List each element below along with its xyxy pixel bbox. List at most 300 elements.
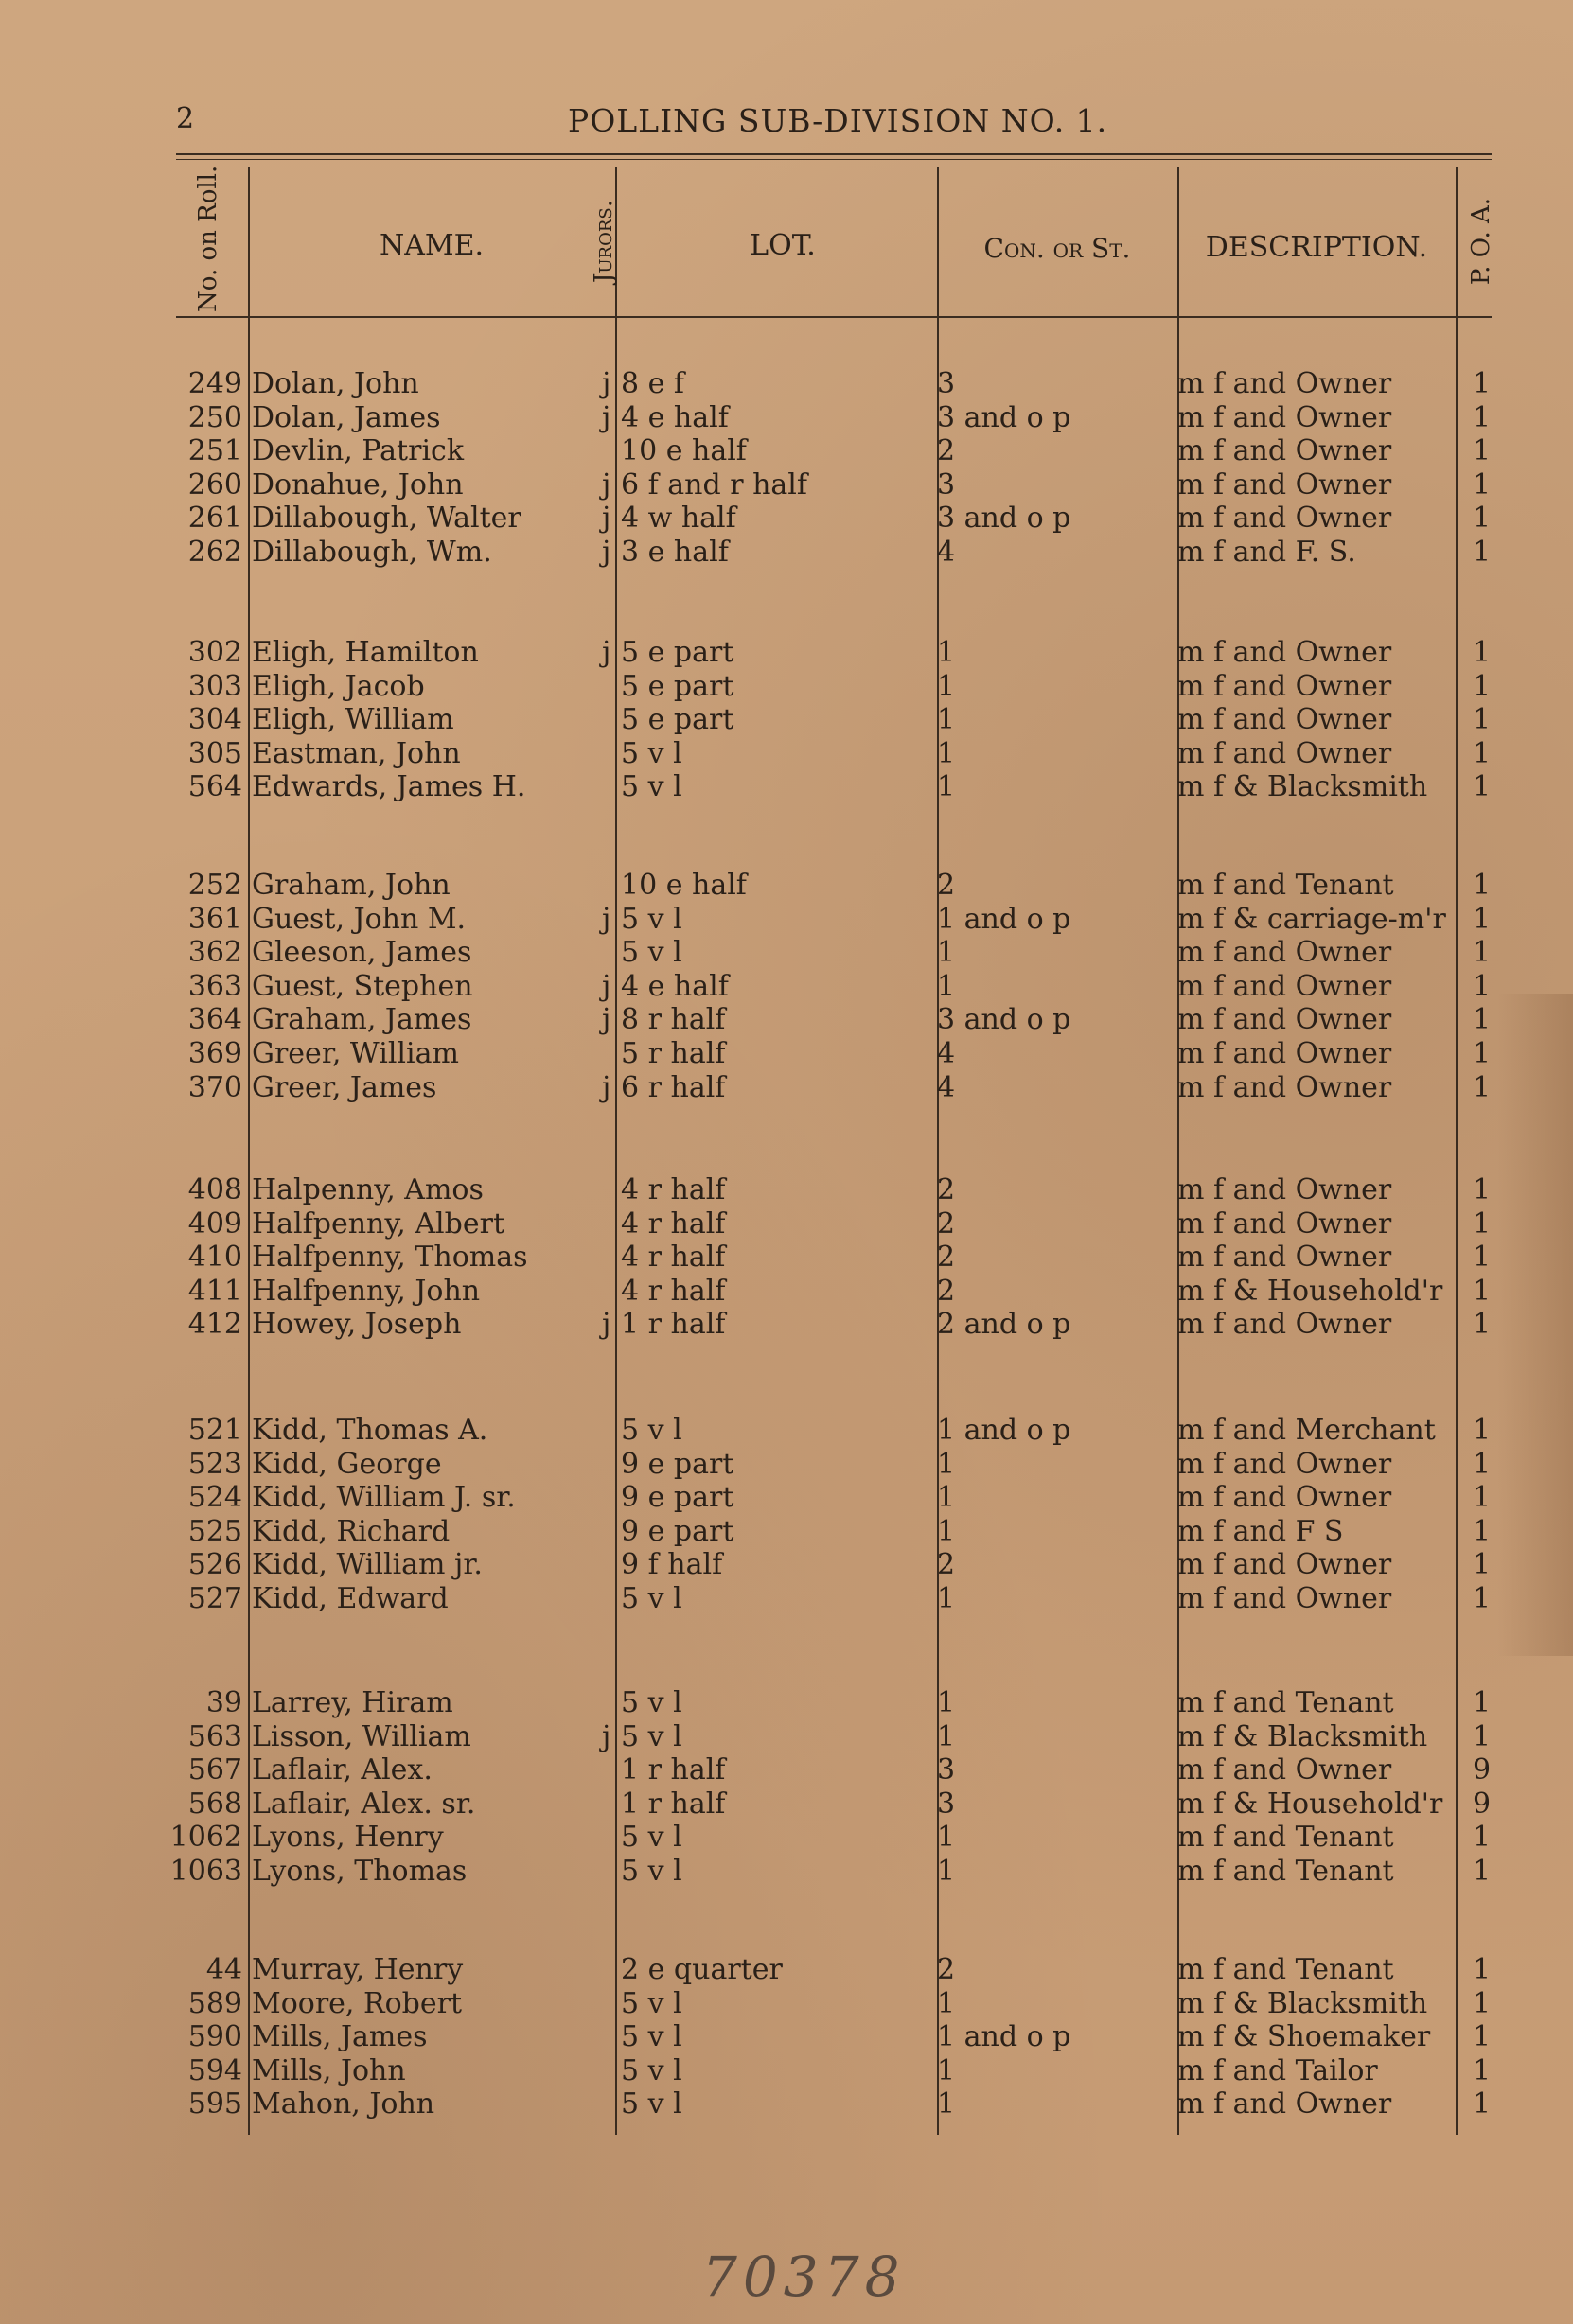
concession-value: 4: [937, 536, 956, 569]
roll-number: 260: [187, 467, 242, 502]
voter-name: Guest, Stephen: [252, 969, 473, 1003]
header-po: P. O. A.: [1467, 197, 1495, 286]
concession-value: 1: [937, 636, 956, 669]
juror-mark: j: [602, 1308, 611, 1342]
concession-value: 4: [937, 1070, 956, 1104]
description-value: m f and Owner: [1177, 703, 1392, 737]
po-value: 1: [1473, 1070, 1492, 1104]
po-value: 1: [1473, 1308, 1492, 1342]
header-description: DESCRIPTION.: [1205, 231, 1428, 264]
lot-value: 5 v l: [621, 1686, 682, 1719]
po-value: 1: [1473, 2087, 1492, 2122]
concession-value: 1: [937, 1481, 956, 1515]
roll-number: 568: [187, 1787, 242, 1821]
voter-name: Halfpenny, Thomas: [252, 1241, 528, 1275]
lot-value: 6 r half: [621, 1070, 726, 1104]
roll-number: 252: [187, 869, 242, 902]
table-row: [0, 1720, 1573, 1754]
concession-value: 1: [937, 1986, 956, 2020]
voter-name: Dillabough, Walter: [252, 502, 521, 536]
description-value: m f and Owner: [1177, 502, 1392, 536]
concession-value: 1: [937, 1582, 956, 1615]
table-row: [0, 1071, 1573, 1105]
concession-value: 1: [937, 936, 956, 970]
concession-value: 3 and o p: [937, 1003, 1071, 1037]
concession-value: 1: [937, 736, 956, 770]
po-value: 9: [1473, 1787, 1492, 1821]
concession-value: 1: [937, 770, 956, 804]
roll-number: 303: [187, 669, 242, 703]
lot-value: 5 v l: [621, 2020, 682, 2054]
po-value: 1: [1473, 1003, 1492, 1037]
description-value: m f & carriage-m'r: [1177, 902, 1446, 936]
po-value: 1: [1473, 1414, 1492, 1447]
po-value: 1: [1473, 1481, 1492, 1515]
description-value: m f and Owner: [1177, 467, 1392, 502]
po-value: 1: [1473, 969, 1492, 1003]
description-value: m f & Blacksmith: [1177, 1719, 1428, 1753]
description-value: m f and Tenant: [1177, 869, 1394, 902]
po-value: 1: [1473, 736, 1492, 770]
header-jurors: Jurors.: [590, 199, 618, 284]
po-value: 1: [1473, 703, 1492, 737]
voter-name: Eastman, John: [252, 736, 461, 770]
juror-mark: j: [602, 467, 611, 502]
voter-name: Edwards, James H.: [252, 770, 526, 804]
po-value: 1: [1473, 936, 1492, 970]
description-value: m f and Owner: [1177, 367, 1392, 400]
lot-value: 5 e part: [621, 669, 734, 703]
table-row: [0, 2020, 1573, 2054]
roll-number: 305: [187, 736, 242, 770]
po-value: 1: [1473, 869, 1492, 902]
juror-mark: j: [602, 636, 611, 669]
header-lot: LOT.: [750, 229, 816, 262]
description-value: m f & Household'r: [1177, 1787, 1443, 1821]
roll-number: 249: [187, 367, 242, 400]
voter-name: Mills, John: [252, 2053, 406, 2087]
description-value: m f and F. S.: [1177, 536, 1356, 569]
roll-number: 44: [205, 1953, 242, 1986]
voter-name: Graham, John: [252, 869, 451, 902]
table-row: [0, 2054, 1573, 2088]
description-value: m f & Shoemaker: [1177, 2020, 1431, 2054]
roll-number: 302: [187, 636, 242, 669]
lot-value: 5 v l: [621, 2087, 682, 2122]
roll-number: 590: [187, 2020, 242, 2054]
description-value: m f and Tenant: [1177, 1855, 1394, 1888]
description-value: m f and Owner: [1177, 1447, 1392, 1481]
po-value: 1: [1473, 434, 1492, 468]
description-value: m f and F S: [1177, 1514, 1344, 1548]
concession-value: 1 and o p: [937, 902, 1071, 936]
roll-number: 567: [187, 1753, 242, 1787]
description-value: m f and Owner: [1177, 1548, 1392, 1582]
roll-number: 369: [187, 1037, 242, 1070]
po-value: 1: [1473, 1548, 1492, 1582]
title-rule-top: [176, 153, 1492, 155]
roll-number: 304: [187, 703, 242, 737]
voter-name: Lyons, Thomas: [252, 1855, 468, 1888]
table-row: [0, 434, 1573, 468]
description-value: m f and Owner: [1177, 1308, 1392, 1342]
juror-mark: j: [602, 536, 611, 569]
po-value: 1: [1473, 1037, 1492, 1070]
roll-number: 594: [187, 2053, 242, 2087]
description-value: m f and Owner: [1177, 736, 1392, 770]
description-value: m f and Owner: [1177, 1003, 1392, 1037]
po-value: 1: [1473, 1447, 1492, 1481]
voter-name: Dolan, James: [252, 400, 441, 434]
voter-name: Kidd, William jr.: [252, 1548, 483, 1582]
lot-value: 9 e part: [621, 1447, 734, 1481]
lot-value: 9 e part: [621, 1514, 734, 1548]
concession-value: 1: [937, 969, 956, 1003]
table-row: [0, 468, 1573, 502]
roll-number: 262: [187, 536, 242, 569]
table-row: [0, 1787, 1573, 1822]
description-value: m f & Household'r: [1177, 1274, 1443, 1308]
lot-value: 5 v l: [621, 1414, 682, 1447]
po-value: 1: [1473, 636, 1492, 669]
lot-value: 5 e part: [621, 636, 734, 669]
description-value: m f and Owner: [1177, 1753, 1392, 1787]
roll-number: 250: [187, 400, 242, 434]
juror-mark: j: [602, 367, 611, 400]
lot-value: 5 v l: [621, 1582, 682, 1615]
po-value: 1: [1473, 1953, 1492, 1986]
table-row: [0, 703, 1573, 737]
lot-value: 4 r half: [621, 1173, 726, 1206]
juror-mark: j: [602, 969, 611, 1003]
description-value: m f and Tenant: [1177, 1686, 1394, 1719]
lot-value: 8 e f: [621, 367, 685, 400]
roll-number: 1063: [169, 1855, 242, 1888]
concession-value: 3: [937, 367, 956, 400]
roll-number: 595: [187, 2087, 242, 2122]
voter-name: Larrey, Hiram: [252, 1686, 453, 1719]
roll-number: 362: [187, 936, 242, 970]
voter-name: Kidd, William J. sr.: [252, 1481, 516, 1515]
po-value: 1: [1473, 367, 1492, 400]
lot-value: 4 r half: [621, 1274, 726, 1308]
concession-value: 3: [937, 1753, 956, 1787]
voter-name: Graham, James: [252, 1003, 472, 1037]
po-value: 1: [1473, 502, 1492, 536]
juror-mark: j: [602, 502, 611, 536]
voter-name: Guest, John M.: [252, 902, 467, 936]
concession-value: 3 and o p: [937, 502, 1071, 536]
lot-value: 9 e part: [621, 1481, 734, 1515]
voter-name: Gleeson, James: [252, 936, 472, 970]
table-row: [0, 869, 1573, 903]
voter-name: Kidd, Thomas A.: [252, 1414, 488, 1447]
table-row: [0, 1987, 1573, 2021]
concession-value: 1: [937, 2087, 956, 2122]
po-value: 1: [1473, 669, 1492, 703]
description-value: m f & Blacksmith: [1177, 770, 1428, 804]
po-value: 1: [1473, 1241, 1492, 1275]
lot-value: 4 e half: [621, 400, 729, 434]
table-row: [0, 401, 1573, 435]
voter-name: Kidd, George: [252, 1447, 442, 1481]
roll-number: 370: [187, 1070, 242, 1104]
page-title: POLLING SUB-DIVISION NO. 1.: [568, 102, 1108, 139]
description-value: m f and Owner: [1177, 400, 1392, 434]
description-value: m f and Owner: [1177, 969, 1392, 1003]
description-value: m f & Blacksmith: [1177, 1986, 1428, 2020]
lot-value: 6 f and r half: [621, 467, 807, 502]
table-row: [0, 1821, 1573, 1855]
juror-mark: j: [602, 1070, 611, 1104]
voter-name: Greer, James: [252, 1070, 437, 1104]
lot-value: 4 r half: [621, 1206, 726, 1241]
po-value: 1: [1473, 1274, 1492, 1308]
lot-value: 5 v l: [621, 1719, 682, 1753]
roll-number: 564: [187, 770, 242, 804]
table-row: [0, 536, 1573, 570]
po-value: 1: [1473, 1821, 1492, 1855]
table-row: [0, 1414, 1573, 1448]
description-value: m f and Owner: [1177, 1241, 1392, 1275]
lot-value: 5 v l: [621, 1821, 682, 1855]
table-row: [0, 936, 1573, 970]
table-row: [0, 1037, 1573, 1071]
juror-mark: j: [602, 1719, 611, 1753]
lot-value: 5 v l: [621, 902, 682, 936]
concession-value: 2: [937, 1241, 956, 1275]
concession-value: 3: [937, 1787, 956, 1821]
po-value: 1: [1473, 1855, 1492, 1888]
voter-name: Dolan, John: [252, 367, 419, 400]
lot-value: 1 r half: [621, 1753, 726, 1787]
concession-value: 1: [937, 669, 956, 703]
table-row: [0, 770, 1573, 804]
roll-number: 363: [187, 969, 242, 1003]
roll-number: 412: [187, 1308, 242, 1342]
po-value: 1: [1473, 1173, 1492, 1206]
voter-name: Mills, James: [252, 2020, 428, 2054]
lot-value: 5 r half: [621, 1037, 726, 1070]
lot-value: 4 w half: [621, 502, 736, 536]
concession-value: 1: [937, 2053, 956, 2087]
roll-number: 524: [187, 1481, 242, 1515]
concession-value: 2: [937, 869, 956, 902]
roll-number: 39: [205, 1686, 242, 1719]
lot-value: 1 r half: [621, 1308, 726, 1342]
voter-name: Donahue, John: [252, 467, 464, 502]
concession-value: 1: [937, 1719, 956, 1753]
concession-value: 3 and o p: [937, 400, 1071, 434]
lot-value: 5 e part: [621, 703, 734, 737]
lot-value: 10 e half: [621, 869, 747, 902]
roll-number: 408: [187, 1173, 242, 1206]
roll-number: 410: [187, 1241, 242, 1275]
lot-value: 1 r half: [621, 1787, 726, 1821]
concession-value: 1 and o p: [937, 1414, 1071, 1447]
description-value: m f and Owner: [1177, 1173, 1392, 1206]
concession-value: 1: [937, 703, 956, 737]
lot-value: 4 e half: [621, 969, 729, 1003]
table-row: [0, 502, 1573, 536]
voter-name: Laflair, Alex. sr.: [252, 1787, 476, 1821]
po-value: 1: [1473, 467, 1492, 502]
voter-name: Halpenny, Amos: [252, 1173, 484, 1206]
description-value: m f and Owner: [1177, 636, 1392, 669]
voter-name: Eligh, Jacob: [252, 669, 425, 703]
handwritten-number: 70378: [702, 2245, 906, 2309]
description-value: m f and Owner: [1177, 936, 1392, 970]
table-row: [0, 970, 1573, 1004]
voter-name: Murray, Henry: [252, 1953, 464, 1986]
voter-name: Kidd, Edward: [252, 1582, 449, 1615]
po-value: 1: [1473, 2020, 1492, 2054]
juror-mark: j: [602, 1003, 611, 1037]
concession-value: 1: [937, 1686, 956, 1719]
header-con: Con. or St.: [983, 233, 1131, 264]
title-rule-bottom: [176, 159, 1492, 160]
po-value: 1: [1473, 1686, 1492, 1719]
voter-name: Halfpenny, Albert: [252, 1206, 504, 1241]
table-row: [0, 1548, 1573, 1582]
description-value: m f and Tenant: [1177, 1953, 1394, 1986]
table-row: [0, 670, 1573, 704]
concession-value: 2: [937, 1206, 956, 1241]
description-value: m f and Owner: [1177, 2087, 1392, 2122]
table-row: [0, 737, 1573, 771]
concession-value: 1: [937, 1514, 956, 1548]
table-row: [0, 1308, 1573, 1342]
lot-value: 5 v l: [621, 770, 682, 804]
voter-name: Lisson, William: [252, 1719, 471, 1753]
po-value: 1: [1473, 1582, 1492, 1615]
po-value: 1: [1473, 1719, 1492, 1753]
voter-name: Lyons, Henry: [252, 1821, 444, 1855]
roll-number: 527: [187, 1582, 242, 1615]
description-value: m f and Owner: [1177, 1582, 1392, 1615]
header-name: NAME.: [379, 229, 485, 262]
concession-value: 4: [937, 1037, 956, 1070]
table-row: [0, 1686, 1573, 1720]
lot-value: 5 v l: [621, 736, 682, 770]
roll-number: 251: [187, 434, 242, 468]
roll-number: 1062: [169, 1821, 242, 1855]
po-value: 1: [1473, 1514, 1492, 1548]
lot-value: 4 r half: [621, 1241, 726, 1275]
concession-value: 2: [937, 1274, 956, 1308]
table-row: [0, 1582, 1573, 1616]
table-row: [0, 903, 1573, 937]
voter-name: Laflair, Alex.: [252, 1753, 433, 1787]
description-value: m f and Owner: [1177, 434, 1392, 468]
lot-value: 9 f half: [621, 1548, 723, 1582]
roll-number: 364: [187, 1003, 242, 1037]
voter-name: Kidd, Richard: [252, 1514, 451, 1548]
table-row: [0, 1953, 1573, 1987]
po-value: 1: [1473, 1206, 1492, 1241]
lot-value: 5 v l: [621, 1855, 682, 1888]
lot-value: 3 e half: [621, 536, 729, 569]
table-row: [0, 1275, 1573, 1309]
concession-value: 1: [937, 1447, 956, 1481]
table-row: [0, 1481, 1573, 1515]
voter-name: Mahon, John: [252, 2087, 435, 2122]
po-value: 1: [1473, 2053, 1492, 2087]
voter-name: Dillabough, Wm.: [252, 536, 492, 569]
table-row: [0, 1753, 1573, 1787]
table-row: [0, 1515, 1573, 1549]
table-row: [0, 1173, 1573, 1207]
header-rule: [176, 316, 1492, 318]
lot-value: 5 v l: [621, 936, 682, 970]
description-value: m f and Merchant: [1177, 1414, 1436, 1447]
concession-value: 2: [937, 434, 956, 468]
table-row: [0, 1241, 1573, 1275]
concession-value: 2: [937, 1548, 956, 1582]
concession-value: 1 and o p: [937, 2020, 1071, 2054]
table-row: [0, 1855, 1573, 1889]
table-row: [0, 367, 1573, 401]
juror-mark: j: [602, 400, 611, 434]
table-row: [0, 1207, 1573, 1241]
roll-number: 525: [187, 1514, 242, 1548]
description-value: m f and Tenant: [1177, 1821, 1394, 1855]
description-value: m f and Tailor: [1177, 2053, 1378, 2087]
voter-name: Eligh, Hamilton: [252, 636, 479, 669]
table-row: [0, 1003, 1573, 1037]
description-value: m f and Owner: [1177, 1481, 1392, 1515]
description-value: m f and Owner: [1177, 1206, 1392, 1241]
voter-name: Greer, William: [252, 1037, 459, 1070]
concession-value: 2: [937, 1173, 956, 1206]
po-value: 1: [1473, 902, 1492, 936]
voter-name: Eligh, William: [252, 703, 454, 737]
description-value: m f and Owner: [1177, 1037, 1392, 1070]
voter-name: Halfpenny, John: [252, 1274, 481, 1308]
po-value: 9: [1473, 1753, 1492, 1787]
roll-number: 523: [187, 1447, 242, 1481]
roll-number: 411: [187, 1274, 242, 1308]
lot-value: 5 v l: [621, 1986, 682, 2020]
description-value: m f and Owner: [1177, 669, 1392, 703]
lot-value: 2 e quarter: [621, 1953, 783, 1986]
lot-value: 10 e half: [621, 434, 747, 468]
juror-mark: j: [602, 902, 611, 936]
concession-value: 2: [937, 1953, 956, 1986]
table-row: [0, 1448, 1573, 1482]
header-no-on-roll: No. on Roll.: [194, 165, 222, 312]
po-value: 1: [1473, 400, 1492, 434]
roll-number: 261: [187, 502, 242, 536]
lot-value: 5 v l: [621, 2053, 682, 2087]
po-value: 1: [1473, 1986, 1492, 2020]
roll-number: 521: [187, 1414, 242, 1447]
concession-value: 2 and o p: [937, 1308, 1071, 1342]
lot-value: 8 r half: [621, 1003, 726, 1037]
po-value: 1: [1473, 770, 1492, 804]
roll-number: 589: [187, 1986, 242, 2020]
table-row: [0, 2087, 1573, 2122]
roll-number: 563: [187, 1719, 242, 1753]
roll-number: 409: [187, 1206, 242, 1241]
concession-value: 3: [937, 467, 956, 502]
roll-number: 526: [187, 1548, 242, 1582]
voter-name: Howey, Joseph: [252, 1308, 462, 1342]
description-value: m f and Owner: [1177, 1070, 1392, 1104]
roll-number: 361: [187, 902, 242, 936]
voter-name: Moore, Robert: [252, 1986, 463, 2020]
page-number: 2: [176, 102, 195, 135]
